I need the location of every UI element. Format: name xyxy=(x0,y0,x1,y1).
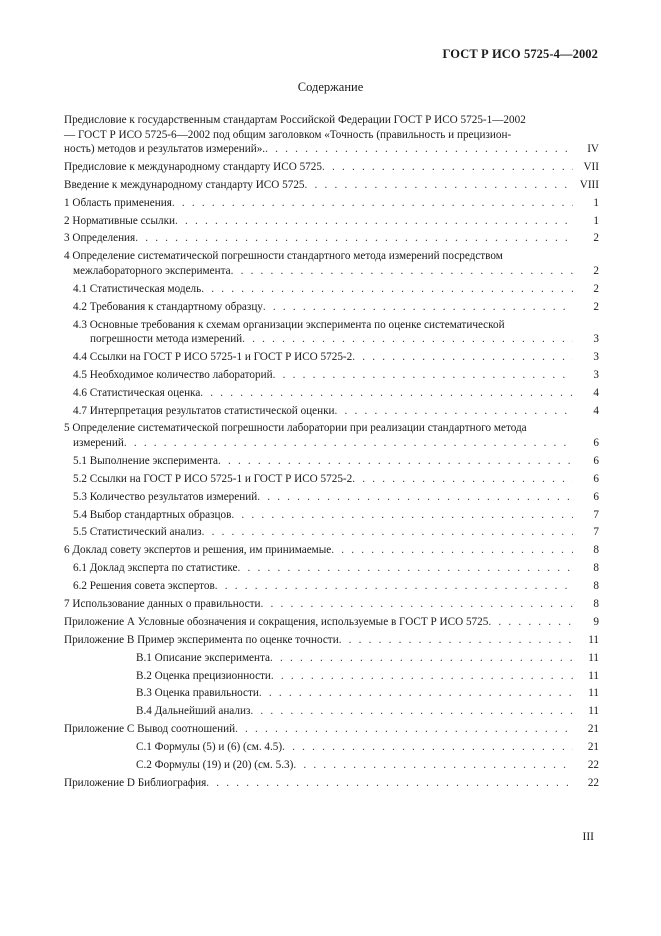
toc-entry-text: — ГОСТ Р ИСО 5725-6—2002 под общим заголовком «Точность (правильность и прецизион- xyxy=(64,128,512,141)
toc-page-number: 2 xyxy=(593,300,599,313)
toc-page-number: 22 xyxy=(587,759,599,771)
toc-entry-text: 1 Область применения xyxy=(64,196,172,209)
leader-dots xyxy=(206,776,573,791)
toc-entry[interactable] xyxy=(64,386,599,401)
toc-entry-text: 4.2 Требования к стандартному образцу xyxy=(73,300,263,313)
toc-entry[interactable] xyxy=(64,160,599,175)
toc-entry-text: 4.4 Ссылки на ГОСТ Р ИСО 5725-1 и ГОСТ Р ИСО 5725-2 xyxy=(73,350,353,363)
toc-entry[interactable] xyxy=(64,490,599,505)
toc-entry[interactable] xyxy=(64,368,599,383)
toc-page-number: 6 xyxy=(593,454,599,467)
leader-dots xyxy=(263,300,573,315)
toc-entry[interactable] xyxy=(64,350,599,365)
leader-dots xyxy=(250,704,573,719)
toc-page-number: VIII xyxy=(579,178,599,191)
toc-entry-text: измерений xyxy=(73,436,124,449)
leader-dots xyxy=(305,178,573,193)
leader-dots xyxy=(265,142,573,157)
leader-dots xyxy=(352,350,573,365)
toc-entry[interactable] xyxy=(64,579,599,594)
toc-entry-text: Предисловие к международному стандарту ИСО 5725 xyxy=(64,160,322,173)
standard-header: ГОСТ Р ИСО 5725-4—2002 xyxy=(442,47,598,61)
toc-entry[interactable] xyxy=(64,231,599,246)
toc-entry[interactable] xyxy=(64,525,599,540)
leader-dots xyxy=(282,740,573,755)
toc-entry[interactable] xyxy=(64,421,599,450)
toc-entry[interactable] xyxy=(64,633,599,648)
leader-dots xyxy=(273,368,573,383)
leader-dots xyxy=(352,472,573,487)
toc-entry-text: 6.1 Доклад эксперта по статистике xyxy=(73,562,238,575)
toc-page-number: 11 xyxy=(588,687,599,700)
toc-page-number: 3 xyxy=(593,350,599,363)
toc-page-number: 6 xyxy=(593,436,599,449)
toc-entry[interactable] xyxy=(64,561,599,576)
toc-entry-text: С.1 Формулы (5) и (6) (см. 4.5) xyxy=(136,741,283,754)
toc-entry-text: 5 Определение систематической погрешности лаборатории при реализации стандартного метода xyxy=(64,422,527,435)
toc-page-number: 8 xyxy=(593,562,599,575)
toc-entry-text: 2 Нормативные ссылки xyxy=(64,214,176,227)
toc-entry-text: Приложение С Вывод соотношений xyxy=(64,723,236,736)
toc-entry-text: Предисловие к государственным стандартам Российской Федерации ГОСТ Р ИСО 5725-1—2002 xyxy=(64,114,526,126)
toc-entry-text: 5.4 Выбор стандартных образцов xyxy=(73,508,232,521)
toc-page-number: VII xyxy=(583,160,599,173)
leader-dots xyxy=(488,615,573,630)
leader-dots xyxy=(200,386,573,401)
toc-entry[interactable] xyxy=(64,597,599,612)
leader-dots xyxy=(271,669,573,684)
toc-entry[interactable] xyxy=(64,196,599,211)
leader-dots xyxy=(335,404,573,419)
toc-page-number: 3 xyxy=(593,368,599,381)
toc-entry-text: Приложение А Условные обозначения и сокращения, используемые в ГОСТ Р ИСО 5725 xyxy=(64,615,489,628)
toc-entry[interactable] xyxy=(64,214,599,229)
toc-page-number: 1 xyxy=(593,214,599,227)
toc-page-number: 2 xyxy=(593,264,599,277)
leader-dots xyxy=(260,597,573,612)
toc-entry[interactable] xyxy=(64,404,599,419)
leader-dots xyxy=(135,231,573,246)
toc-entry[interactable] xyxy=(64,300,599,315)
toc-entry[interactable] xyxy=(64,651,599,666)
toc-entry[interactable] xyxy=(64,543,599,558)
toc-page-number: 21 xyxy=(587,741,599,754)
toc-title: Содержание xyxy=(297,80,364,94)
leader-dots xyxy=(331,543,573,558)
toc-entry[interactable] xyxy=(64,740,599,755)
leader-dots xyxy=(202,525,573,540)
toc-entry[interactable] xyxy=(64,508,599,523)
toc-entry-text: 5.3 Количество результатов измерений xyxy=(73,490,258,503)
toc-entry-text: В.4 Дальнейший анализ xyxy=(136,705,251,718)
toc-page-number: 8 xyxy=(593,580,599,593)
page-number: III xyxy=(582,831,594,843)
leader-dots xyxy=(259,686,573,701)
toc-page-number: 6 xyxy=(593,490,599,503)
toc-entry-text: ность) методов и результатов измерений». xyxy=(64,143,266,155)
toc-page-number: 11 xyxy=(588,669,599,682)
leader-dots xyxy=(270,651,573,666)
toc-page-number: 6 xyxy=(593,472,599,485)
toc-entry-text: Введение к международному стандарту ИСО 5725 xyxy=(64,178,305,191)
toc-entry-text: 4.7 Интерпретация результатов статистической оценки xyxy=(73,404,335,417)
toc-entry[interactable] xyxy=(64,454,599,469)
toc-entry[interactable] xyxy=(64,113,599,157)
leader-dots xyxy=(257,490,573,505)
toc-page-number: IV xyxy=(587,143,599,155)
toc-entry-text: Приложение В Пример эксперимента по оценке точности xyxy=(64,633,339,646)
toc-entry[interactable] xyxy=(64,704,599,719)
toc-entry-text: 7 Использование данных о правильности xyxy=(64,597,261,610)
leader-dots xyxy=(293,758,573,773)
toc-entry-text: 5.2 Ссылки на ГОСТ Р ИСО 5725-1 и ГОСТ Р ИСО 5725-2 xyxy=(73,472,353,485)
leader-dots xyxy=(237,561,573,576)
toc-entry-text: 4.1 Статистическая модель xyxy=(73,282,202,295)
leader-dots xyxy=(242,332,573,347)
toc-entry-text: 4.5 Необходимое количество лабораторий xyxy=(73,368,273,381)
toc-entry[interactable] xyxy=(64,686,599,701)
toc-page-number: 7 xyxy=(593,508,599,521)
leader-dots xyxy=(201,282,573,297)
toc-entry-text: 5.5 Статистический анализ xyxy=(73,526,202,539)
toc-entry-text: 6.2 Решения совета экспертов xyxy=(73,580,215,593)
table-of-contents xyxy=(64,113,599,794)
toc-page-number: 1 xyxy=(593,196,599,209)
toc-page-number: 3 xyxy=(593,333,599,346)
leader-dots xyxy=(172,196,573,211)
leader-dots xyxy=(218,454,573,469)
toc-page-number: 9 xyxy=(593,615,599,628)
toc-page-number: 8 xyxy=(593,597,599,610)
leader-dots xyxy=(175,214,573,229)
toc-entry[interactable] xyxy=(64,249,599,278)
leader-dots xyxy=(339,633,573,648)
toc-entry[interactable] xyxy=(64,776,599,791)
toc-entry-text: 4.6 Статистическая оценка xyxy=(73,386,201,399)
toc-page-number: 4 xyxy=(593,404,599,417)
toc-page-number: 4 xyxy=(593,386,599,399)
toc-page-number: 11 xyxy=(588,651,599,664)
toc-entry[interactable] xyxy=(64,669,599,684)
toc-entry[interactable] xyxy=(64,178,599,193)
leader-dots xyxy=(124,436,573,451)
toc-page-number: 22 xyxy=(587,776,599,789)
toc-page-number: 8 xyxy=(593,544,599,557)
leader-dots xyxy=(231,508,573,523)
leader-dots xyxy=(231,264,573,279)
toc-entry-text: 3 Определения xyxy=(64,232,136,245)
leader-dots xyxy=(235,722,573,737)
toc-entry-text: погрешности метода измерений xyxy=(90,333,243,346)
toc-entry[interactable] xyxy=(64,615,599,630)
toc-entry[interactable] xyxy=(64,758,599,773)
toc-entry-text: В.2 Оценка прецизионности xyxy=(136,669,271,682)
toc-entry-text: Приложение D Библиография xyxy=(64,776,207,789)
leader-dots xyxy=(215,579,573,594)
toc-entry-text: 4 Определение систематической погрешности стандартного метода измерений посредством xyxy=(64,250,503,263)
toc-page-number: 11 xyxy=(588,705,599,718)
toc-entry-text: В.1 Описание эксперимента xyxy=(136,651,270,664)
toc-entry[interactable] xyxy=(64,282,599,297)
toc-page-number: 2 xyxy=(593,282,599,295)
toc-entry-text: 5.1 Выполнение эксперимента xyxy=(73,454,218,467)
toc-page-number: 2 xyxy=(593,232,599,245)
toc-entry-text: межлабораторного эксперимента xyxy=(73,264,231,277)
toc-entry-text: 6 Доклад совету экспертов и решения, им принимаемые xyxy=(64,544,332,557)
toc-page-number: 7 xyxy=(593,526,599,539)
toc-entry[interactable] xyxy=(64,318,599,347)
leader-dots xyxy=(322,160,573,175)
toc-page-number: 11 xyxy=(588,633,599,646)
toc-entry-text: В.3 Оценка правильности xyxy=(136,687,259,700)
toc-entry-text: С.2 Формулы (19) и (20) (см. 5.3) xyxy=(136,759,294,771)
toc-entry[interactable] xyxy=(64,472,599,487)
toc-entry[interactable] xyxy=(64,722,599,737)
toc-page-number: 21 xyxy=(587,723,599,736)
toc-entry-text: 4.3 Основные требования к схемам организации эксперимента по оценке систематической xyxy=(73,318,505,331)
